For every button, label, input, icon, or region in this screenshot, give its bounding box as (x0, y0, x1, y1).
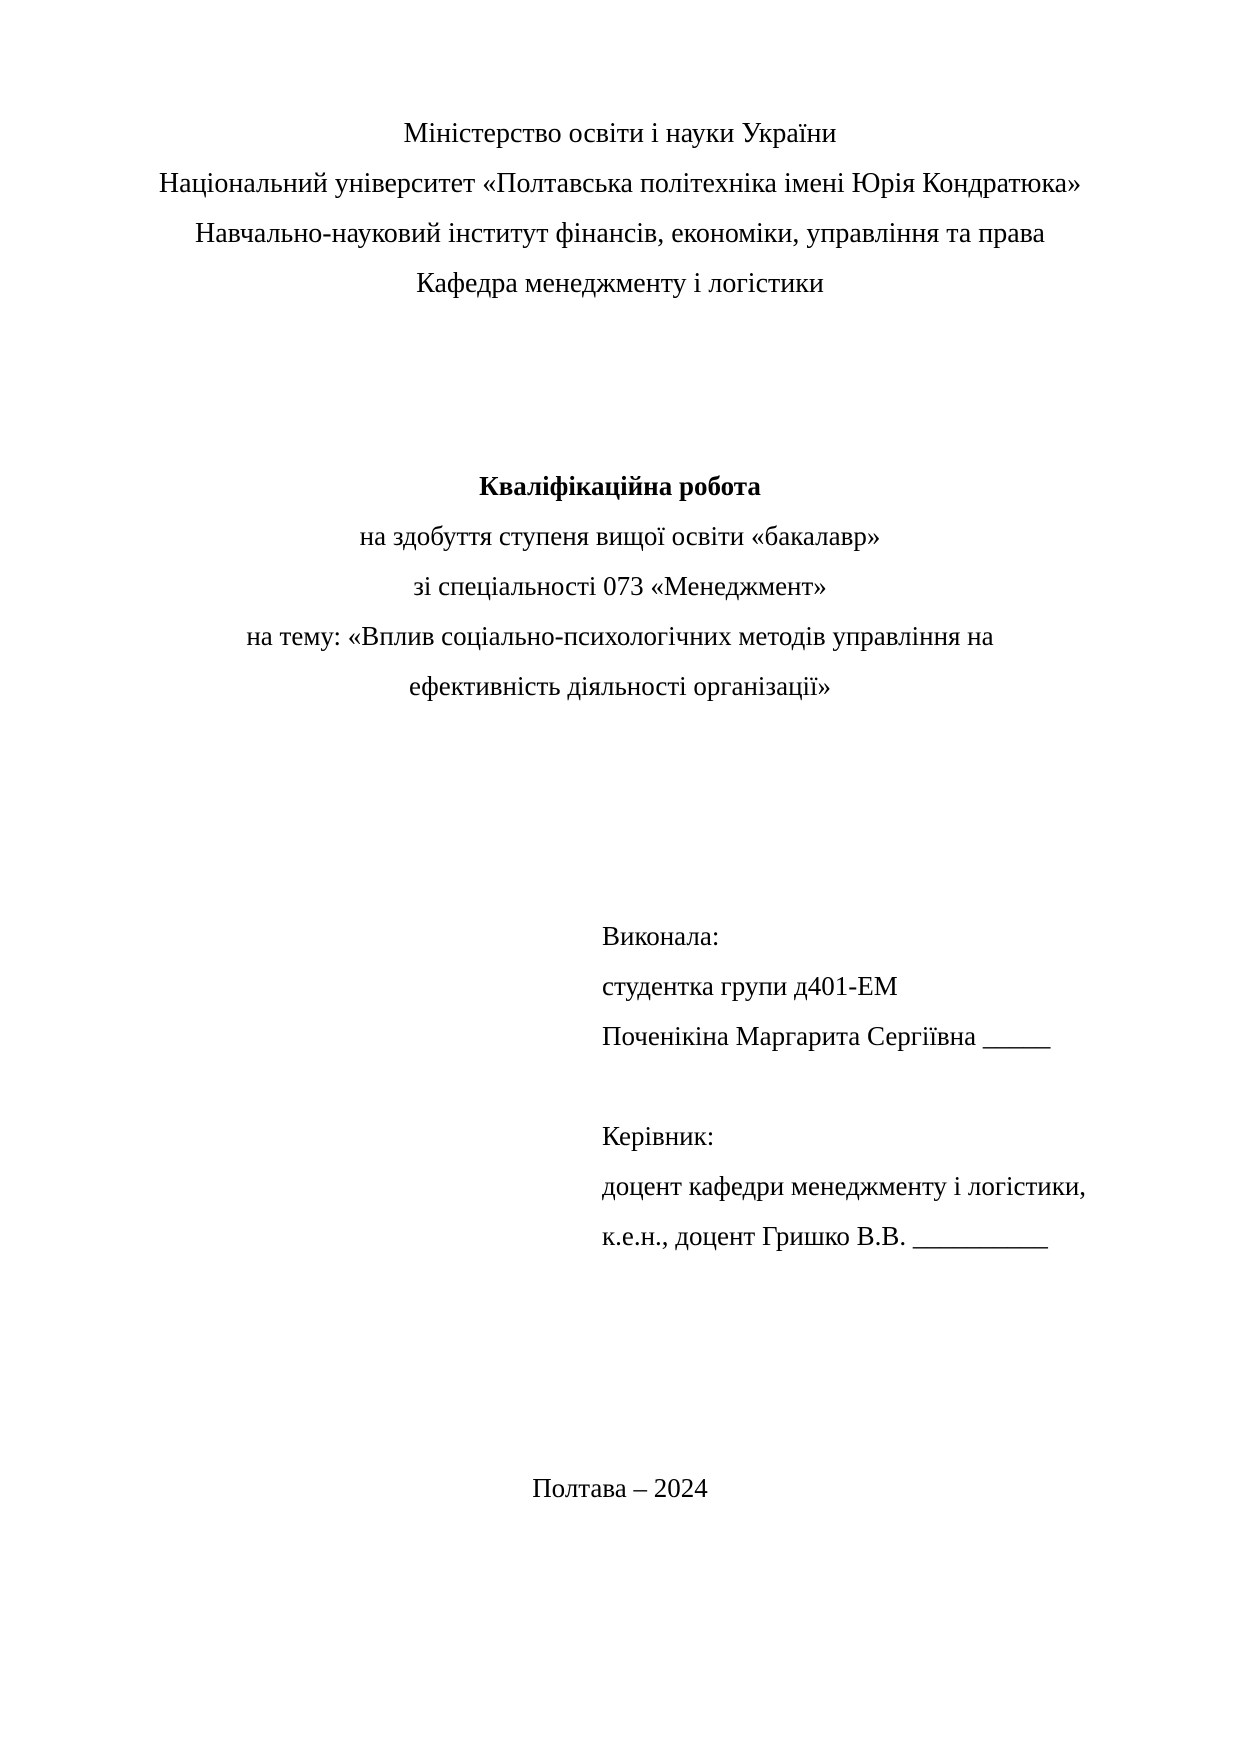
author-group: студентка групи д401-ЕМ (602, 971, 898, 1001)
author-name: Поченікіна Маргарита Сергіївна (602, 1021, 977, 1051)
topic-line-1: на тему: «Вплив соціально-психологічних методів управління на (246, 621, 994, 651)
author-signature-line: _____ (982, 1021, 1051, 1051)
degree-line: на здобуття ступеня вищої освіти «бакалавр» (359, 521, 881, 551)
topic-line-2: ефективність діяльності організації» (408, 671, 832, 701)
supervisor-label: Керівник: (602, 1121, 715, 1151)
department-name: Кафедра менеджменту і логістики (416, 268, 824, 299)
city-year: Полтава – 2024 (532, 1473, 708, 1503)
supervisor-signature-line: __________ (912, 1221, 1048, 1251)
institute-name: Навчально-науковий інститут фінансів, економіки, управління та права (195, 218, 1045, 249)
specialty-line: зі спеціальності 073 «Менеджмент» (413, 571, 827, 601)
ministry-name: Міністерство освіти і науки України (403, 118, 837, 149)
university-name: Національний університет «Полтавська політехніка імені Юрія Кондратюка» (158, 168, 1082, 199)
supervisor-name-row (602, 1220, 1048, 1252)
supervisor-name: к.е.н., доцент Гришко В.В. (602, 1221, 907, 1251)
document-title: Кваліфікаційна робота (479, 471, 761, 501)
author-name-row (602, 1020, 1050, 1052)
supervisor-position: доцент кафедри менеджменту і логістики, (602, 1171, 1087, 1201)
author-label: Виконала: (602, 921, 720, 951)
